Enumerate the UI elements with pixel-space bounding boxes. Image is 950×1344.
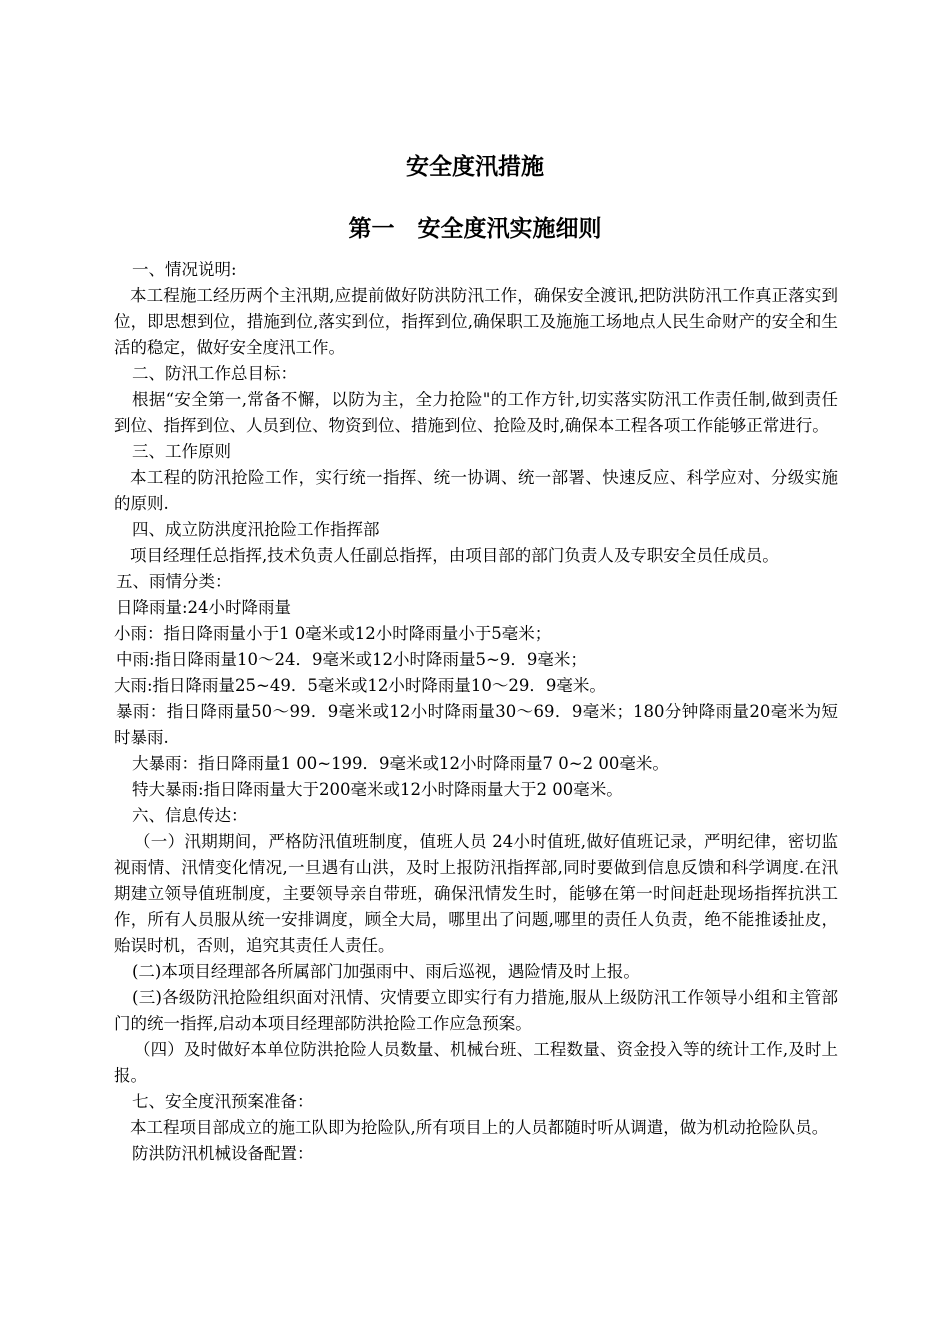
paragraph: 根据“安全第一,常备不懈，以防为主，全力抢险"的工作方针,切实落实防汛工作责任制,做到责任到位、指挥到位、人员到位、物资到位、措施到位、抢险及时,确保本工程各项工作能够正常进行。 [114, 390, 838, 435]
section-heading-3: 三、工作原则 [132, 442, 231, 461]
document-title: 安全度汛措施 [406, 154, 544, 180]
section-heading-4: 四、成立防洪度汛抢险工作指挥部 [132, 520, 380, 539]
list-item: 特大暴雨:指日降雨量大于200毫米或12小时降雨量大于2 00毫米。 [132, 780, 623, 799]
paragraph: (三)各级防汛抢险组织面对汛情、灾情要立即实行有力措施,服从上级防汛工作领导小组和主管部门的统一指挥,启动本项目经理部防洪抢险工作应急预案。 [114, 988, 838, 1033]
list-item: 大暴雨：指日降雨量1 00~199．9毫米或12小时降雨量7 0~2 00毫米。 [132, 754, 669, 773]
paragraph: 本工程项目部成立的施工队即为抢险队,所有项目上的人员都随时听从调遣，做为机动抢险队员。 [130, 1118, 829, 1137]
list-item: 大雨:指日降雨量25~49．5毫米或12小时降雨量10～29．9毫米。 [114, 676, 606, 695]
paragraph: 项目经理任总指挥,技术负责人任副总指挥，由项目部的部门负责人及专职安全员任成员。 [130, 546, 779, 565]
paragraph: （四）及时做好本单位防洪抢险人员数量、机械台班、工程数量、资金投入等的统计工作,及时上报。 [114, 1040, 838, 1085]
list-item: 日降雨量:24小时降雨量 [116, 598, 292, 617]
list-item: 暴雨：指日降雨量50～99．9毫米或12小时降雨量30～69．9毫米；180分钟降雨量20毫米为短时暴雨. [114, 702, 838, 747]
document-body [114, 257, 838, 1167]
section-heading-1: 一、情况说明: [132, 260, 237, 279]
paragraph: (二)本项目经理部各所属部门加强雨中、雨后巡视，遇险情及时上报。 [132, 962, 640, 981]
paragraph: 防洪防汛机械设备配置： [132, 1144, 314, 1163]
list-item: 小雨：指日降雨量小于1 0毫米或12小时降雨量小于5毫米； [114, 624, 552, 643]
section-heading-2: 二、防汛工作总目标： [132, 364, 297, 383]
section-heading-6: 六、信息传达： [132, 806, 248, 825]
section-heading-7: 七、安全度汛预案准备： [132, 1092, 314, 1111]
section-heading-5: 五、雨情分类： [116, 572, 232, 591]
section-heading: 第一 安全度汛实施细则 [348, 216, 602, 242]
paragraph: 本工程的防汛抢险工作，实行统一指挥、统一协调、统一部署、快速反应、科学应对、分级实施的原则. [114, 468, 838, 513]
paragraph: （一）汛期期间，严格防汛值班制度，值班人员 24小时值班,做好值班记录，严明纪律，密切监视雨情、汛情变化情况,一旦遇有山洪，及时上报防汛指挥部,同时要做到信息反馈和科学调度.在汛期建立领导值班制度，主要领导亲自带班，确保汛情发生时，能够在第一时间赶赴现场指挥抗洪工作，所有人员服从统一安排调度，顾全大局，哪里出了问题,哪里的责任人负责，绝不能推诿扯皮，贻误时机，否则，追究其责任人责任。 [114, 832, 838, 955]
list-item: 中雨:指日降雨量10～24．9毫米或12小时降雨量5~9．9毫米； [116, 650, 587, 669]
paragraph: 本工程施工经历两个主汛期,应提前做好防洪防汛工作，确保安全渡讯,把防洪防汛工作真正落实到位，即思想到位，措施到位,落实到位，指挥到位,确保职工及施施工场地点人民生命财产的安全和生活的稳定，做好安全度汛工作。 [114, 286, 838, 357]
